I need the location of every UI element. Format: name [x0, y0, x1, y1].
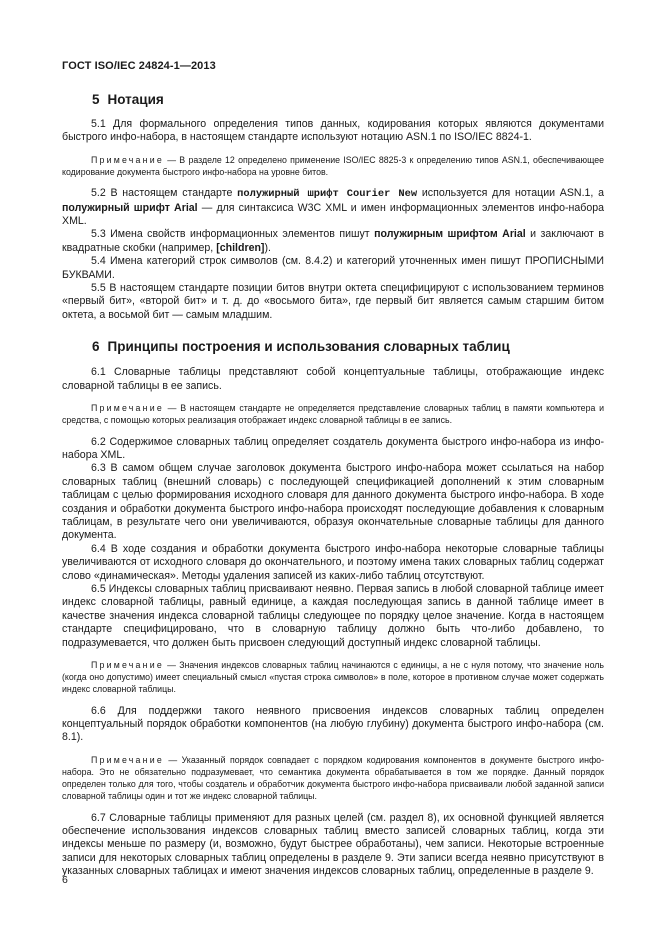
paragraph-5-2 — [62, 187, 604, 228]
document-header: ГОСТ ISO/IEC 24824-1—2013 — [62, 60, 216, 72]
text-run: 5.2 В настоящем стандарте — [91, 187, 238, 200]
section-6-heading — [62, 339, 604, 354]
page-number: 6 — [62, 874, 68, 886]
note-text: В разделе 12 определено применение ISO/IEC 8825-3 к определению типов ASN.1, обеспечивающее кодирование документа быстрого инфо-набора на уровне битов. — [62, 154, 605, 178]
bold-text: полужирный шрифт Arial — [62, 201, 198, 214]
section-title: Принципы построения и использования словарных таблиц — [107, 339, 510, 355]
paragraph-6-2: 6.2 Содержимое словарных таблиц определяет создатель документа быстрого инфо-набора из инфо-набора XML. — [62, 435, 604, 461]
bold-text: полужирным шрифтом Arial — [374, 228, 526, 241]
note-label: Примечание — [91, 660, 164, 670]
text-run: используется для нотации ASN.1, а — [417, 187, 604, 200]
paragraph-6-6: 6.6 Для поддержки такого неявного присвоения индексов словарных таблиц определен концептуальный порядок обработки компонентов (на любую глубину) документа быстрого инфо-набора (см. 8.1). — [62, 704, 604, 744]
note-6-1: Примечание — В настоящем стандарте не определяется представление словарных таблиц в памяти компьютера и средства, с помощью которых реализация отображает индекс словарной таблицы в ее запись. — [62, 403, 604, 426]
paragraph-6-7: 6.7 Словарные таблицы применяют для разных целей (см. раздел 8), их основной функцией является обеспечение использования индексов словарных таблиц вместо записей словарных таблиц, когда эти индексы меньше по размеру (и, возможно, будут быстрее обработаны), чем записи. Некоторые встроенные записи для некоторых словарных таблиц определены в разделе 9. Эти записи всегда неявно присутствуют в указанных словарных таблицах и имеют значения индексов словарных таблиц, определенные в разделе 9. — [62, 811, 604, 878]
note-label: Примечание — [91, 403, 164, 414]
section-title: Нотация — [107, 92, 164, 107]
note-text: В настоящем стандарте не определяется представление словарных таблиц в памяти компьютера и средства, с помощью которых реализация отображает индекс словарной таблицы в ее запись. — [62, 403, 604, 426]
text-run: ). — [264, 241, 271, 254]
paragraph-6-1: 6.1 Словарные таблицы представляют собой концептуальные таблицы, отображающие индекс словарной таблицы в ее запись. — [62, 366, 604, 392]
note-6-6: Примечание — Указанный порядок совпадает с порядком кодирования компонентов в документе быстрого инфо-набора. Это не обязательно подразумевает, что семантика документа обрабатывается в том же порядке. Данный порядок определен только для того, чтобы создатель и обработчик документа быстрого инфо-набора присваивали любой заданной записи словарной таблицы один и тот же индекс словарной таблицы. — [62, 754, 605, 802]
note-6-5: Примечание — Значения индексов словарных таблиц начинаются с единицы, а не с нуля потому, что значение ноль (когда оно допустимо) имеет специальный смысл «пустая строка символов» в поле, которое в противном случае может содержать индекс словарной таблицы. — [62, 660, 604, 695]
mono-bold-text: полужирный шрифт Courier New — [237, 188, 418, 201]
note-text: Указанный порядок совпадает с порядком кодирования компонентов в документе быстрого инфо-набора. Это не обязательно подразумевает, что семантика документа обрабатывается в том же порядке. Данный порядок определен только для того, чтобы создатель и обработчик документа быстрого инфо-набора присваивали любой заданной записи словарной таблицы один и тот же индекс словарной таблицы. — [62, 754, 605, 802]
paragraph-6-3: 6.3 В самом общем случае заголовок документа быстрого инфо-набора может ссылаться на набор словарных таблиц (внешний словарь) с последующей спецификацией дополнений к этим словарным таблицам с целью формирования исходного словаря для данного документа быстрого инфо-набора. В ходе создания и обработки документа быстрого инфо-набора происходят последующие добавления к словарным таблицам, в результате чего они увеличиваются, образуя окончательные словарные таблицы для данного документа. — [62, 462, 604, 542]
paragraph-5-3 — [62, 228, 604, 255]
paragraph-5-5: 5.5 В настоящем стандарте позиции битов внутри октета специфицируют с использованием терминов «первый бит», «второй бит» и т. д. до «восьмого бита», где первый бит является самым старшим битом октета, а восьмой бит — самым младшим. — [62, 282, 604, 321]
section-number: 6 — [92, 339, 100, 355]
section-5-heading — [62, 92, 604, 107]
note-5-1: Примечание — В разделе 12 определено применение ISO/IEC 8825-3 к определению типов ASN.1, обеспечивающее кодирование документа быстрого инфо-набора на уровне битов. — [62, 154, 605, 178]
paragraph-6-5: 6.5 Индексы словарных таблиц присваивают неявно. Первая запись в любой словарной таблице имеет индекс словарной таблицы, равный единице, а каждая последующая запись в данной таблице имеет в качестве значения индекса словарной таблицы следующее по порядку целое значение. Когда в настоящем стандарте специфицировано, что в словарную таблицу должно быть что-либо добавлено, то подразумевается, что должен быть присвоен следующий доступный индекс словарной таблицы. — [62, 582, 604, 649]
paragraph-5-4: 5.4 Имена категорий строк символов (см. 8.4.2) и категорий уточненных имен пишут ПРОПИСНЫМИ БУКВАМИ. — [62, 255, 604, 281]
text-run: и заключают в квадратные скобки (например, — [62, 228, 604, 254]
page-content — [62, 86, 604, 879]
bold-text: [children] — [216, 241, 265, 254]
note-label: Примечание — [91, 154, 164, 165]
section-number: 5 — [92, 92, 100, 107]
note-label: Примечание — [91, 754, 164, 765]
text-run: 5.3 Имена свойств информационных элементов пишут — [91, 228, 375, 241]
paragraph-6-4: 6.4 В ходе создания и обработки документа быстрого инфо-набора некоторые словарные таблицы увеличиваются от исходного словаря до окончательного, и поэтому имена таких словарных таблиц содержат слово «динамическая». Методы удаления записей из каких-либо таблиц отсутствуют. — [62, 542, 604, 582]
note-text: Значения индексов словарных таблиц начинаются с единицы, а не с нуля потому, что значение ноль (когда оно допустимо) имеет специальный смысл «пустая строка символов» в поле, которое в противном случае может содержать индекс словарной таблицы. — [62, 660, 604, 695]
paragraph-5-1: 5.1 Для формального определения типов данных, кодирования которых являются документами быстрого инфо-набора, в настоящем стандарте используют нотацию ASN.1 по ISO/IEC 8824-1. — [62, 118, 604, 144]
text-run: — для синтаксиса W3C XML и имен информационных элементов инфо-набора XML. — [62, 201, 604, 228]
